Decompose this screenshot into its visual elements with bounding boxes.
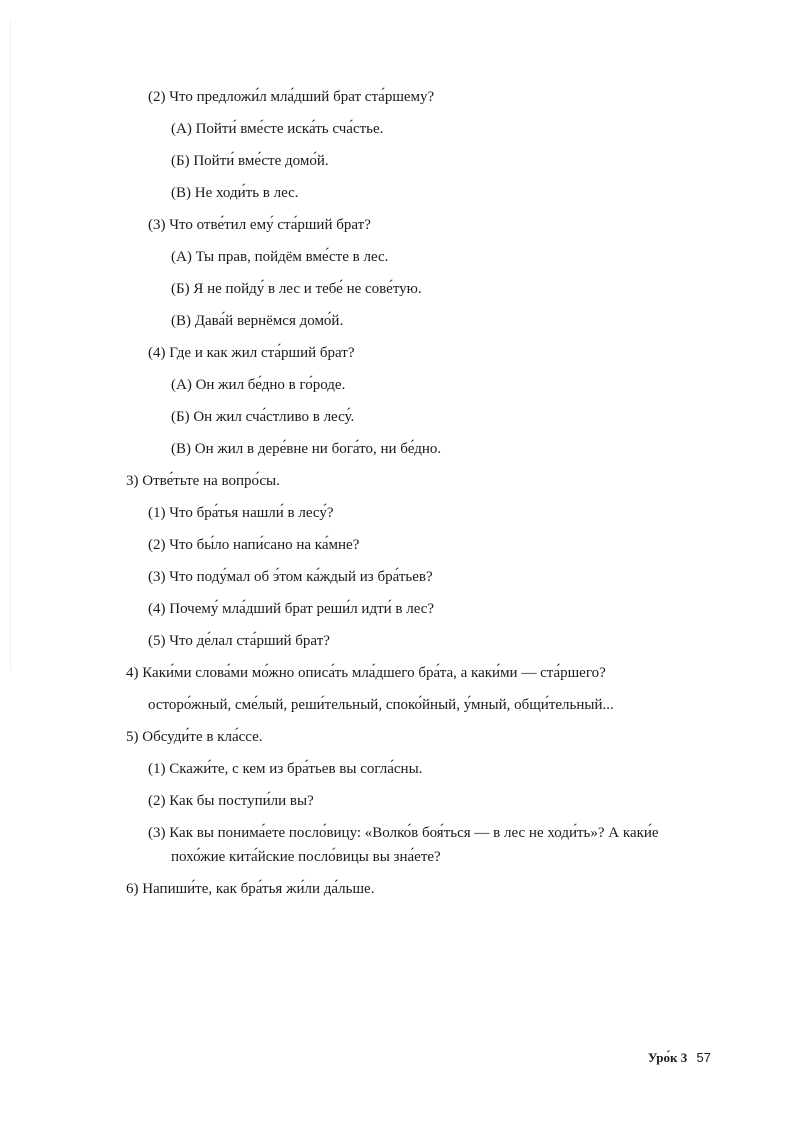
- exercise-5-item-2: (2) Как бы поступи́ли вы?: [148, 793, 314, 809]
- option-3b: (Б) Я не пойду́ в лес и тебе́ не сове́тую.: [171, 281, 422, 297]
- exercise-5-heading: 5) Обсуди́те в кла́ссе.: [126, 729, 263, 745]
- page-edge-shadow: [10, 20, 11, 670]
- question-2: (2) Что предложи́л мла́дший брат ста́ршему?: [148, 89, 435, 105]
- exercise-3-item: (3) Что поду́мал об э́том ка́ждый из бра́тьев?: [148, 569, 433, 585]
- exercise-3-item: (4) Почему́ мла́дший брат реши́л идти́ в лес?: [148, 601, 435, 617]
- exercise-4-word-list: осторо́жный, сме́лый, реши́тельный, споко́йный, у́мный, общи́тельный...: [148, 697, 614, 713]
- question-4: (4) Где и как жил ста́рший брат?: [148, 345, 355, 361]
- exercise-5-item-3: (3) Как вы понима́ете посло́вицу: «Волко́в боя́ться — в лес не ходи́ть»? А каки́е: [148, 825, 659, 841]
- lesson-label: Уро́к 3: [647, 1050, 688, 1065]
- page-footer: [648, 1050, 711, 1066]
- option-4b: (Б) Он жил сча́стливо в лесу́.: [171, 409, 355, 425]
- page-number: 57: [696, 1050, 711, 1065]
- exercise-5-item-1: (1) Скажи́те, с кем из бра́тьев вы согла́сны.: [148, 761, 423, 777]
- option-4a: (А) Он жил бе́дно в го́роде.: [171, 377, 346, 393]
- exercise-4-heading: 4) Каки́ми слова́ми мо́жно описа́ть мла́дшего бра́та, а каки́ми — ста́ршего?: [126, 665, 606, 681]
- exercise-3-item: (1) Что бра́тья нашли́ в лесу́?: [148, 505, 334, 521]
- option-2a: (А) Пойти́ вме́сте иска́ть сча́стье.: [171, 121, 384, 137]
- exercise-3-item: (2) Что бы́ло напи́сано на ка́мне?: [148, 537, 360, 553]
- option-2b: (Б) Пойти́ вме́сте домо́й.: [171, 153, 329, 169]
- option-3a: (А) Ты прав, пойдём вме́сте в лес.: [171, 249, 389, 265]
- exercise-3-item: (5) Что де́лал ста́рший брат?: [148, 633, 330, 649]
- exercise-6-heading: 6) Напиши́те, как бра́тья жи́ли да́льше.: [126, 881, 375, 897]
- exercise-5-item-3-continued: похо́жие кита́йские посло́вицы вы зна́ете?: [171, 849, 441, 865]
- option-3c: (В) Дава́й вернёмся домо́й.: [171, 313, 344, 329]
- exercise-3-heading: 3) Отве́тьте на вопро́сы.: [126, 473, 280, 489]
- option-2c: (В) Не ходи́ть в лес.: [171, 185, 299, 201]
- question-3: (3) Что отве́тил ему́ ста́рший брат?: [148, 217, 371, 233]
- option-4c: (В) Он жил в дере́вне ни бога́то, ни бе́дно.: [171, 441, 442, 457]
